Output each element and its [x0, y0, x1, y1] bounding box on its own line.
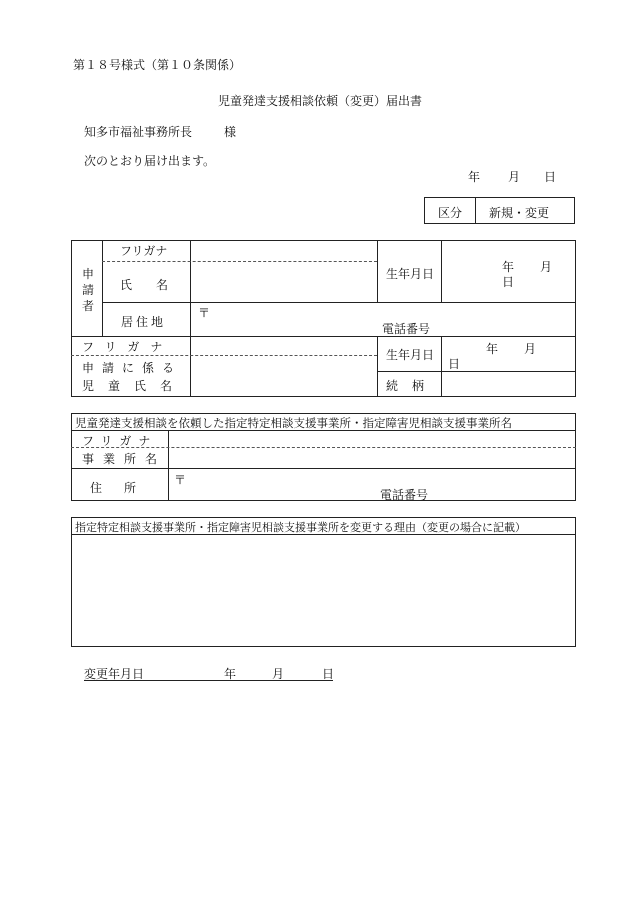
- office-postal-mark: 〒: [174, 473, 187, 487]
- child-relation-label: 続柄: [386, 379, 439, 393]
- change-date-year[interactable]: 年: [224, 667, 237, 681]
- birthdate-value-divider-bottom: [441, 336, 442, 397]
- category-value[interactable]: 新規・変更: [489, 206, 550, 220]
- child-birth-year[interactable]: 年: [486, 342, 499, 356]
- birthdate-value-divider-top: [441, 240, 442, 302]
- office-name-label: 事業所名: [82, 452, 167, 466]
- child-furigana-dashed-line: [71, 355, 377, 356]
- intro-text: 次のとおり届け出ます。: [84, 154, 216, 168]
- child-birth-month[interactable]: 月: [524, 342, 537, 356]
- category-label: 区分: [438, 206, 463, 220]
- applicant-phone-label: 電話番号: [382, 322, 431, 336]
- applicant-birth-month[interactable]: 月: [540, 260, 553, 274]
- child-birth-day[interactable]: 日: [448, 357, 461, 371]
- child-name-field[interactable]: [192, 358, 375, 395]
- applicant-birthdate-label: 生年月日: [386, 267, 435, 281]
- form-number: 第１８号様式（第１０条関係）: [73, 58, 242, 72]
- office-address-label: 住所: [90, 481, 159, 495]
- applicant-birth-day[interactable]: 日: [502, 275, 515, 289]
- applicant-name-bottom-line: [102, 302, 576, 303]
- date-month-label: 月: [508, 170, 521, 184]
- office-name-field[interactable]: [170, 450, 574, 466]
- applicant-birth-year[interactable]: 年: [502, 260, 515, 274]
- applicant-furigana-label: フリガナ: [120, 244, 168, 258]
- office-furigana-label: フリガナ: [82, 434, 158, 448]
- child-name-label-line2: 児童氏名: [82, 379, 187, 393]
- change-date-day[interactable]: 日: [322, 667, 335, 681]
- office-phone-label: 電話番号: [380, 488, 429, 502]
- applicant-name-label: 氏 名: [120, 278, 175, 292]
- office-label-divider: [168, 430, 169, 501]
- child-furigana-label: フリガナ: [82, 340, 174, 354]
- change-date-label: 変更年月日: [84, 667, 145, 681]
- change-date-month[interactable]: 月: [272, 667, 285, 681]
- reason-heading: 指定特定相談支援事業所・指定障害児相談支援事業所を変更する理由（変更の場合に記載）: [75, 521, 526, 534]
- applicant-section-bottom-line: [71, 336, 576, 337]
- birthdate-label-divider-bottom: [377, 336, 378, 397]
- applicant-group-label-2: 請: [82, 283, 95, 297]
- office-heading: 児童発達支援相談を依頼した指定特定相談支援事業所・指定障害児相談支援事業所名: [75, 416, 512, 430]
- addressee: 知多市福祉事務所長: [84, 125, 193, 139]
- applicant-furigana-field[interactable]: [192, 242, 375, 260]
- child-birthdate-label: 生年月日: [386, 348, 435, 362]
- page-title: 児童発達支援相談依頼（変更）届出書: [218, 94, 423, 108]
- applicant-furigana-dashed-line: [102, 261, 377, 262]
- date-year-label: 年: [468, 170, 481, 184]
- date-day-label: 日: [544, 170, 557, 184]
- change-date-underline: [84, 680, 333, 681]
- office-name-bottom-line: [71, 468, 576, 469]
- applicant-address-field[interactable]: [212, 304, 574, 318]
- office-furigana-field[interactable]: [170, 432, 574, 446]
- addressee-honorific: 様: [224, 125, 237, 139]
- birthdate-label-divider-top: [377, 240, 378, 302]
- label-column-divider: [190, 240, 191, 397]
- child-relation-field[interactable]: [443, 373, 574, 395]
- applicant-group-divider: [102, 240, 103, 336]
- applicant-name-field[interactable]: [192, 264, 375, 300]
- applicant-postal-mark: 〒: [198, 306, 211, 320]
- category-divider: [475, 197, 476, 224]
- applicant-group-label-3: 者: [82, 299, 95, 313]
- applicant-group-label-1: 申: [82, 267, 95, 281]
- office-address-field[interactable]: [188, 471, 574, 485]
- reason-textarea[interactable]: [73, 537, 576, 647]
- child-furigana-field[interactable]: [192, 338, 375, 354]
- child-birthdate-bottom-line: [377, 371, 576, 372]
- child-name-label-line1: 申請に係る: [82, 361, 183, 375]
- applicant-address-label: 居住地: [121, 315, 167, 329]
